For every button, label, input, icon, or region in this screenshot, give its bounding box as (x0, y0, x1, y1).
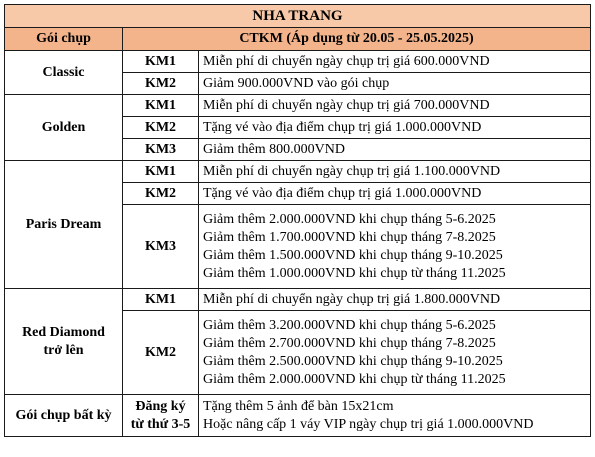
title-row (5, 5, 591, 28)
table-row (5, 395, 591, 437)
header-package: Gói chụp (5, 28, 123, 51)
promo-desc-multi (199, 395, 591, 437)
promo-line: Giảm thêm 1.000.000VND khi chụp từ tháng 11.2025 (203, 265, 506, 281)
header-promo: CTKM (Áp dụng từ 20.05 - 25.05.2025) (123, 28, 591, 51)
promo-code: KM3 (123, 139, 199, 161)
package-paris-dream: Paris Dream (5, 161, 123, 289)
package-red-diamond (5, 289, 123, 395)
promo-line: Giảm thêm 2.000.000VND khi chụp từ tháng 11.2025 (203, 371, 506, 387)
package-name-line: Red Diamond (22, 324, 105, 340)
promo-code: KM1 (123, 95, 199, 117)
promo-code: KM1 (123, 51, 199, 73)
promo-code: KM2 (123, 117, 199, 139)
promo-desc: Miễn phí di chuyển ngày chụp trị giá 1.800.000VND (199, 289, 591, 311)
table-row (5, 161, 591, 183)
promo-desc: Tặng vé vào địa điểm chụp trị giá 1.000.000VND (199, 117, 591, 139)
promo-line: Giảm thêm 2.500.000VND khi chụp tháng 9-10.2025 (203, 353, 503, 369)
promo-desc-multi (199, 205, 591, 289)
promotion-table (4, 4, 591, 437)
promo-line: Hoặc nâng cấp 1 váy VIP ngày chụp trị giá 1.000.000VND (203, 416, 534, 432)
package-name-line: trở lên (43, 342, 84, 358)
promo-code: KM2 (123, 73, 199, 95)
promo-desc: Miễn phí di chuyển ngày chụp trị giá 600.000VND (199, 51, 591, 73)
table-row (5, 51, 591, 73)
promo-line: Giảm thêm 2.000.000VND khi chụp tháng 5-6.2025 (203, 211, 496, 227)
promo-line: Giảm thêm 1.500.000VND khi chụp tháng 9-10.2025 (203, 247, 503, 263)
promo-code: KM3 (123, 205, 199, 289)
promo-condition-line: Đăng ký (135, 398, 186, 414)
package-golden: Golden (5, 95, 123, 161)
promo-desc: Giảm thêm 800.000VND (199, 139, 591, 161)
table-row (5, 289, 591, 311)
promo-code: KM1 (123, 289, 199, 311)
promo-line: Giảm thêm 2.700.000VND khi chụp tháng 7-8.2025 (203, 335, 496, 351)
table-row (5, 95, 591, 117)
promo-line: Giảm thêm 3.200.000VND khi chụp tháng 5-6.2025 (203, 317, 496, 333)
promo-desc: Miễn phí di chuyển ngày chụp trị giá 700.000VND (199, 95, 591, 117)
promo-line: Giảm thêm 1.700.000VND khi chụp tháng 7-8.2025 (203, 229, 496, 245)
promo-desc: Giảm 900.000VND vào gói chụp (199, 73, 591, 95)
package-any: Gói chụp bất kỳ (5, 395, 123, 437)
header-row (5, 28, 591, 51)
promo-code: KM2 (123, 183, 199, 205)
promo-desc-multi (199, 311, 591, 395)
table-title: NHA TRANG (5, 5, 591, 28)
promo-condition (123, 395, 199, 437)
promo-desc: Tặng vé vào địa điểm chụp trị giá 1.000.000VND (199, 183, 591, 205)
promo-code: KM2 (123, 311, 199, 395)
promo-line: Tặng thêm 5 ảnh để bàn 15x21cm (203, 398, 394, 414)
promo-code: KM1 (123, 161, 199, 183)
package-classic: Classic (5, 51, 123, 95)
promo-condition-line: từ thứ 3-5 (130, 416, 191, 432)
promo-desc: Miễn phí di chuyển ngày chụp trị giá 1.100.000VND (199, 161, 591, 183)
